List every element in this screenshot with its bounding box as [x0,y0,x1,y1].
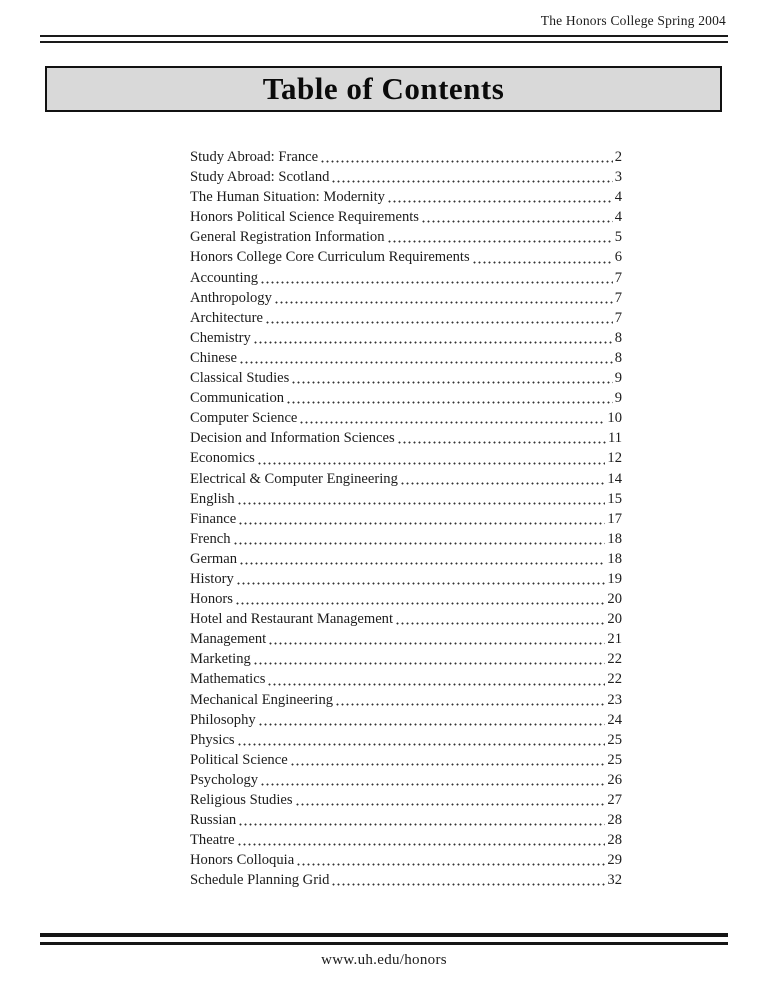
dot-leader [258,723,606,726]
toc-entry-label: Psychology [190,771,259,788]
toc-entry-page: 17 [607,510,622,527]
toc-entry-label: Anthropology [190,289,272,306]
dot-leader [397,441,606,444]
toc-entry [190,589,622,609]
page-title: Table of Contents [262,71,505,106]
dot-leader [237,843,606,846]
toc-entry-page: 27 [607,792,622,808]
dot-leader [331,180,612,183]
toc-entry-label: Chemistry [190,329,251,346]
toc-entry-label: Theatre [190,832,235,849]
toc-entry-page: 28 [607,812,622,829]
dot-leader [296,863,605,866]
toc-entry [190,288,622,308]
toc-entry-page: 7 [614,309,622,326]
toc-entry-label: Hotel and Restaurant Management [190,611,394,628]
toc-entry-page: 21 [607,631,622,648]
toc-entry-label: General Registration Information [190,229,385,246]
toc-entry-label: Accounting [190,269,259,286]
footer-url: www.uh.edu/honors [321,952,447,968]
toc-entry [190,348,622,368]
toc-entry [190,328,622,348]
toc-entry [190,770,622,790]
toc-entry [190,408,622,428]
dot-leader [267,683,605,686]
dot-leader [239,562,605,565]
dot-leader [472,261,613,264]
toc-entry-label: Honors Colloquia [190,852,295,869]
toc-entry-page: 5 [614,229,622,246]
toc-entry [190,448,622,468]
toc-entry-label: Management [190,631,267,648]
dot-leader [253,341,613,344]
toc-entry [190,690,622,710]
toc-entry-label: Philosophy [190,711,256,728]
toc-entry-label: The Human Situation: Modernity [190,189,385,206]
toc-entry [190,167,622,187]
toc-entry-label: Computer Science [190,410,298,427]
dot-leader [290,763,606,766]
toc-entry-label: German [190,550,238,567]
toc-entry [190,649,622,669]
toc-entry-label: Political Science [190,751,288,768]
toc-entry-label: Mathematics [190,671,266,688]
dot-leader [235,602,605,605]
dot-leader [257,462,606,465]
toc-entry-label: Architecture [190,309,263,326]
toc-entry-page: 15 [607,490,622,507]
toc-entry [190,529,622,549]
dot-leader [265,321,613,324]
toc-entry [190,870,622,890]
toc-entry-page: 28 [607,832,622,849]
toc-entry [190,489,622,509]
toc-entry-page: 23 [607,691,622,708]
dot-leader [320,160,613,163]
toc-entry-page: 10 [607,410,622,427]
toc-entry-page: 18 [607,550,622,567]
toc-entry [190,247,622,267]
bottom-double-rule [40,933,728,945]
dot-leader [335,703,605,706]
toc-entry [190,549,622,569]
toc-entry [190,308,622,328]
toc-entry-label: Electrical & Computer Engineering [190,470,398,487]
toc-entry-label: Physics [190,731,235,748]
toc-entry-label: Decision and Information Sciences [190,430,395,447]
toc-entry-page: 20 [607,611,622,628]
dot-leader [260,783,605,786]
toc-entry [190,207,622,227]
dot-leader [295,803,606,806]
dot-leader [233,542,606,545]
dot-leader [237,743,606,746]
toc-entry-label: Chinese [190,349,238,366]
toc-entry-page: 14 [607,470,622,487]
toc-entry-page: 22 [607,671,622,688]
toc-entry-label: Economics [190,450,255,467]
dot-leader [253,662,606,665]
toc-entry-page: 8 [614,349,622,366]
toc-entry [190,147,622,167]
toc-entry-label: Communication [190,390,285,407]
toc-entry-page: 2 [614,149,622,165]
toc-entry [190,469,622,489]
toc-entry-page: 9 [614,390,622,407]
dot-leader [286,401,613,404]
toc-entry [190,669,622,689]
toc-entry-label: French [190,530,231,547]
toc-entry-page: 25 [607,751,622,768]
top-double-rule [40,35,728,43]
toc-entry [190,368,622,388]
toc-entry-label: Finance [190,510,237,527]
dot-leader [239,361,613,364]
toc-entry-page: 32 [607,872,622,889]
dot-leader [299,421,605,424]
toc-entry-page: 18 [607,530,622,547]
toc-entry-page: 22 [607,651,622,668]
toc-entry [190,850,622,870]
toc-entry [190,569,622,589]
dot-leader [291,381,612,384]
dot-leader [260,281,613,284]
toc-entry-label: History [190,570,234,587]
toc-entry-page: 4 [614,189,622,206]
toc-list [190,147,622,890]
dot-leader [238,522,605,525]
toc-entry-page: 7 [614,289,622,306]
toc-entry-page: 24 [607,711,622,728]
toc-entry-page: 6 [614,249,622,266]
toc-entry-label: Study Abroad: France [190,149,319,165]
toc-entry [190,790,622,810]
dot-leader [400,482,606,485]
dot-leader [268,642,605,645]
toc-entry-label: Classical Studies [190,370,290,387]
dot-leader [395,622,605,625]
toc-entry [190,227,622,247]
toc-entry-label: Mechanical Engineering [190,691,334,708]
toc-entry-label: Religious Studies [190,792,293,808]
toc-entry [190,730,622,750]
toc-entry-label: Honors [190,591,233,608]
toc-entry-page: 4 [614,209,622,226]
toc-entry-label: Russian [190,812,237,829]
toc-entry-label: Study Abroad: Scotland [190,169,330,186]
toc-entry-page: 19 [607,570,622,587]
toc-entry-page: 3 [614,169,622,186]
toc-entry-page: 8 [614,329,622,346]
toc-entry-page: 25 [607,731,622,748]
toc-entry [190,750,622,770]
toc-entry [190,428,622,448]
dot-leader [387,200,613,203]
dot-leader [238,823,605,826]
toc-entry-label: Marketing [190,651,251,668]
toc-entry-page: 20 [607,591,622,608]
toc-entry [190,710,622,730]
dot-leader [274,301,613,304]
toc-entry-page: 29 [607,852,622,869]
toc-entry [190,388,622,408]
toc-entry-page: 26 [607,771,622,788]
title-box [45,66,722,112]
toc-entry-page: 12 [607,450,622,467]
toc-entry-page: 7 [614,269,622,286]
toc-entry-label: Honors College Core Curriculum Requirements [190,249,470,266]
toc-entry [190,629,622,649]
toc-entry-page: 11 [607,430,622,447]
toc-entry-page: 9 [614,370,622,387]
toc-entry-label: English [190,490,235,507]
toc-entry [190,187,622,207]
toc-entry [190,810,622,830]
dot-leader [236,582,606,585]
dot-leader [421,220,613,223]
dot-leader [387,240,613,243]
toc-entry [190,609,622,629]
toc-entry-label: Schedule Planning Grid [190,872,330,889]
header-publication-text: The Honors College Spring 2004 [540,13,726,28]
toc-entry-label: Honors Political Science Requirements [190,209,419,226]
toc-entry [190,830,622,850]
toc-entry [190,268,622,288]
toc-entry [190,509,622,529]
dot-leader [331,883,605,886]
dot-leader [237,502,606,505]
